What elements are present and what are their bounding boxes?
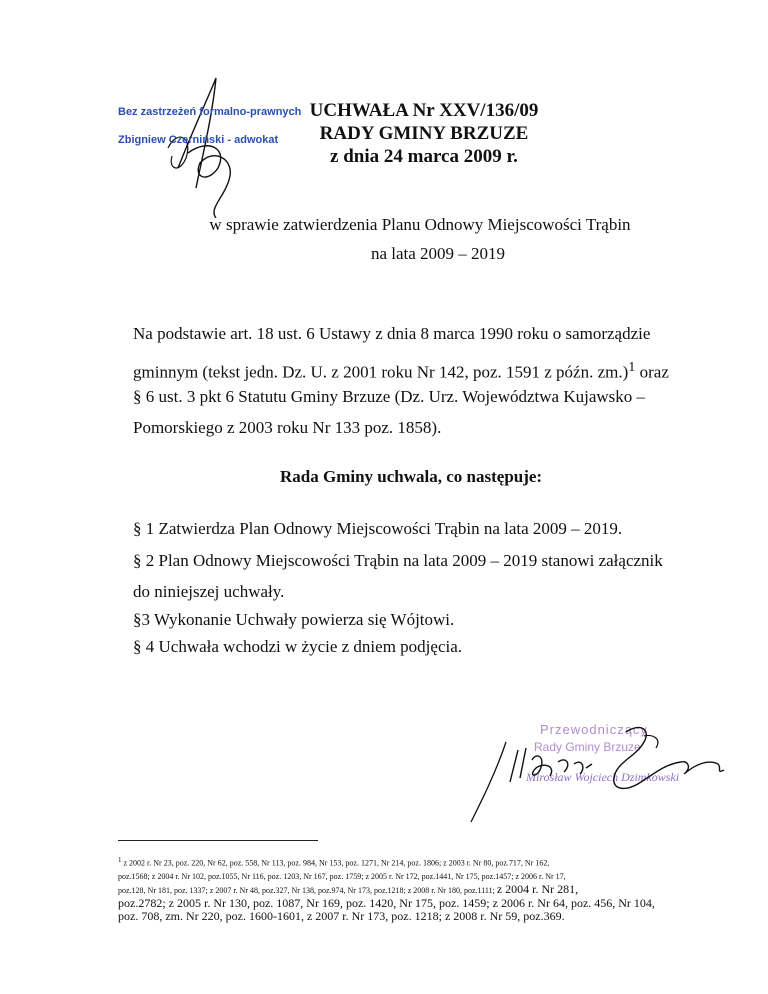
section-1: § 1 Zatwierdza Plan Odnowy Miejscowości Trąbin na lata 2009 – 2019.: [133, 519, 623, 538]
preamble-line-2-text: gminnym (tekst jedn. Dz. U. z 2001 roku Nr 142, poz. 1591 z późn. zm.): [133, 362, 629, 382]
footnote-line-2: poz.1568; z 2004 r. Nr 102, poz.1055, Nr 116, poz. 1203, Nr 167, poz. 1759; z 2005 r. Nr 172, poz.1441, Nr 175, poz.1457; z 2006 r. Nr 17,: [118, 871, 566, 881]
subject-line-2: na lata 2009 – 2019: [370, 244, 506, 263]
footnote-line-5: poz. 708, zm. Nr 220, poz. 1600-1601, z 2007 r. Nr 173, poz. 1218; z 2008 r. Nr 59, poz.369.: [118, 908, 565, 923]
subject-line-1: w sprawie zatwierdzenia Planu Odnowy Miejscowości Trąbin: [209, 215, 631, 234]
preamble-line-2-end: oraz: [635, 362, 669, 382]
footnote-line-1: [118, 854, 768, 870]
preamble-line-3: § 6 ust. 3 pkt 6 Statutu Gminy Brzuze (Dz. Urz. Województwa Kujawsko –: [133, 387, 646, 406]
footnote-divider: [118, 840, 318, 841]
footnote-marker: 1: [118, 856, 122, 864]
legal-approval-stamp: [118, 98, 302, 188]
footnote-line-3-end: z 2004 r. Nr 281,: [496, 881, 579, 896]
preamble-line-4: Pomorskiego z 2003 roku Nr 133 poz. 1858).: [133, 418, 442, 437]
stamp-line-lawyer: Zbigniew Czerniński - adwokat: [118, 134, 279, 146]
section-4: § 4 Uchwała wchodzi w życie z dniem podjęcia.: [133, 637, 463, 656]
resolution-date: z dnia 24 marca 2009 r.: [330, 146, 518, 167]
footnote-line-3: [118, 883, 768, 897]
resolves-heading: Rada Gminy uchwala, co następuje:: [280, 467, 543, 486]
section-2-continued: do niniejszej uchwały.: [133, 582, 285, 601]
chairman-signature-block: [466, 712, 766, 832]
seal-line-council: Rady Gminy Brzuze: [534, 740, 641, 754]
seal-line-title: Przewodniczący: [540, 722, 648, 737]
seal-line-name: Mirosław Wojciech Dzimkowski: [526, 770, 680, 784]
footnote-ref: 1: [628, 359, 636, 375]
chairman-signature-graphic: [466, 712, 766, 842]
resolution-number: UCHWAŁA Nr XXV/136/09: [309, 100, 539, 121]
section-3: §3 Wykonanie Uchwały powierza się Wójtowi.: [133, 610, 455, 629]
preamble-line-2: [133, 354, 725, 386]
stamp-line-approval: Bez zastrzeżeń formalno-prawnych: [118, 106, 302, 118]
footnote-line-1-text: z 2002 r. Nr 23, poz. 220, Nr 62, poz. 558, Nr 113, poz. 984, Nr 153, poz. 1271, Nr 214, poz. 1806; z 2003 r. Nr 80, poz.717, Nr 162,: [123, 858, 550, 868]
footnote-line-4: poz.2782; z 2005 r. Nr 130, poz. 1087, Nr 169, poz. 1420, Nr 175, poz. 1459; z 2006 r. Nr 64, poz. 456, Nr 104,: [118, 895, 655, 910]
footnote-line-3-text: poz.128, Nr 181, poz. 1337; z 2007 r. Nr 48, poz.327, Nr 138, poz.974, Nr 173, poz.1218; z 2008 r. Nr 180, poz.1111;: [118, 885, 497, 895]
council-name: RADY GMINY BRZUZE: [319, 123, 529, 144]
preamble-line-1: Na podstawie art. 18 ust. 6 Ustawy z dnia 8 marca 1990 roku o samorządzie: [133, 324, 651, 343]
footnote: [118, 854, 768, 923]
section-2: § 2 Plan Odnowy Miejscowości Trąbin na lata 2009 – 2019 stanowi załącznik: [133, 551, 663, 570]
